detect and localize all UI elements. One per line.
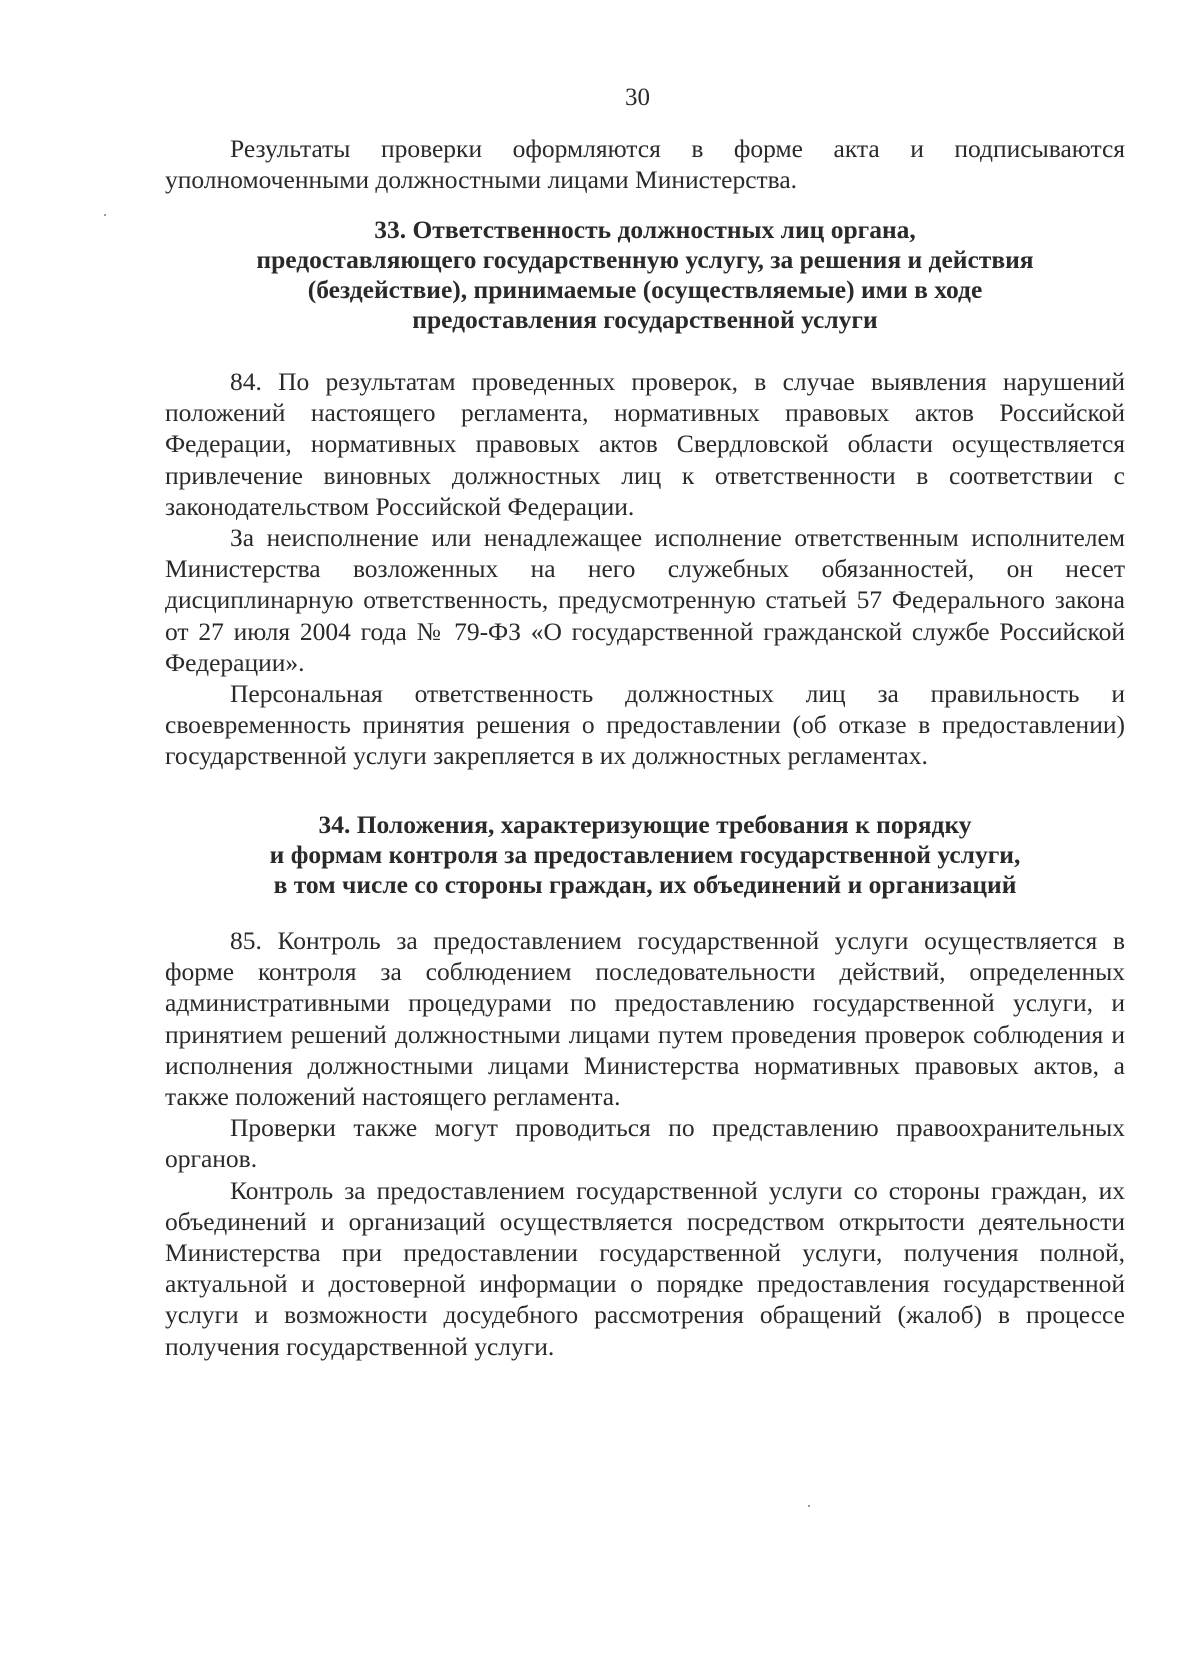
page-number: 30 [625, 84, 650, 111]
section-34-heading-line: в том числе со стороны граждан, их объединений и организаций [273, 870, 1017, 899]
section-33-heading [165, 215, 1125, 335]
section-34-heading-line: и формам контроля за предоставлением государственной услуги, [269, 840, 1021, 869]
section-33-heading-line: предоставляющего государственную услугу, за решения и действия [256, 245, 1034, 274]
section-34-heading [165, 810, 1125, 900]
section-34-heading-line: 34. Положения, характеризующие требования к порядку [318, 810, 972, 839]
paragraph-responsibility-executor: За неисполнение или ненадлежащее исполнение ответственным исполнителем Министерства возложенных на него служебных обязанностей, он несет дисциплинарную ответственность, предусмотренную статьей 57 Федерального закона от 27 июля 2004 года № 79-ФЗ «О государственной гражданской службе Российской Федерации». [165, 523, 1125, 677]
paragraph-law-enforcement: Проверки также могут проводиться по представлению правоохранительных органов. [165, 1113, 1125, 1174]
section-33-heading-line: (бездействие), принимаемые (осуществляемые) ими в ходе [307, 275, 983, 304]
paragraph-85: 85. Контроль за предоставлением государственной услуги осуществляется в форме контроля за соблюдением последовательности действий, определенных административными процедурами по предоставлению государственной услуги, и принятием решений должностными лицами путем проведения проверок соблюдения и исполнения должностными лицами Министерства нормативных правовых актов, а также положений настоящего регламента. [165, 926, 1125, 1112]
paragraph-personal-responsibility: Персональная ответственность должностных лиц за правильность и своевременность принятия решения о предоставлении (об отказе в предоставлении) государственной услуги закрепляется в их должностных регламентах. [165, 679, 1125, 771]
scan-speck [104, 214, 106, 216]
paragraph-citizen-control: Контроль за предоставлением государственной услуги со стороны граждан, их объединений и организаций осуществляется посредством открытости деятельности Министерства при предоставлении государственной услуги, получения полной, актуальной и достоверной информации о порядке предоставления государственной услуги и возможности досудебного рассмотрения обращений (жалоб) в процессе получения государственной услуги. [165, 1175, 1125, 1361]
intro-paragraph: Результаты проверки оформляются в форме акта и подписываются уполномоченными должностными лицами Министерства. [165, 134, 1125, 195]
section-33-body [165, 366, 1125, 772]
scan-speck [808, 1505, 810, 1507]
intro-paragraph-block [165, 133, 1125, 195]
section-34-body [165, 925, 1125, 1362]
section-33-heading-line: 33. Ответственность должностных лиц органа, [374, 215, 916, 244]
section-33-heading-line: предоставления государственной услуги [412, 305, 878, 334]
paragraph-84: 84. По результатам проведенных проверок, в случае выявления нарушений положений настоящего регламента, нормативных правовых актов Российской Федерации, нормативных правовых актов Свердловской области осуществляется привлечение виновных должностных лиц к ответственности в соответствии с законодательством Российской Федерации. [165, 367, 1125, 521]
